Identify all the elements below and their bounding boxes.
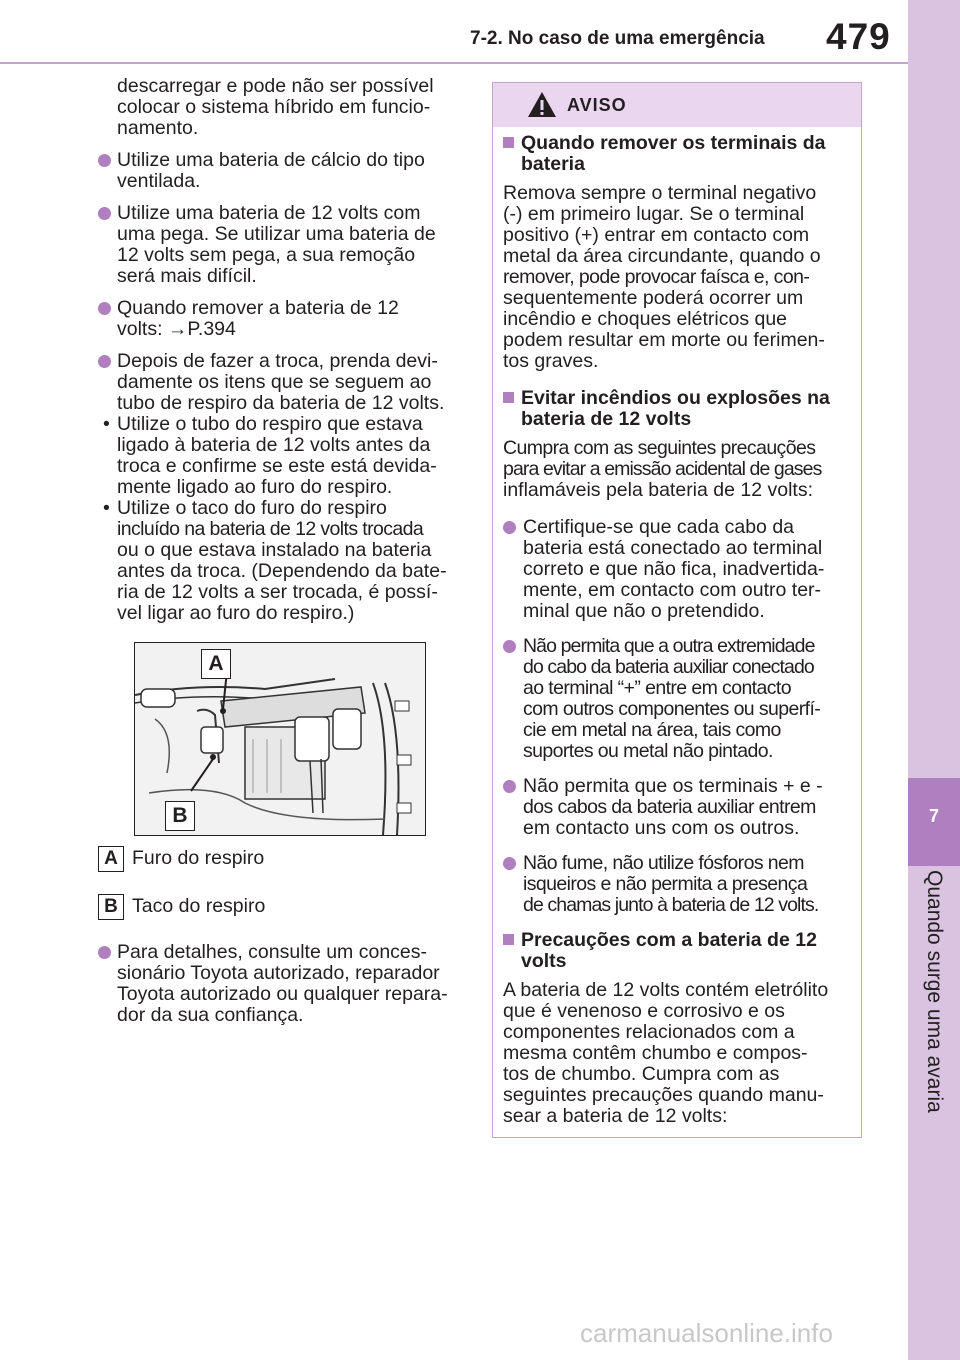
- text-line: para evitar a emissão acidental de gases: [503, 458, 822, 480]
- text-line: bateria de 12 volts: [521, 408, 692, 430]
- text-line: Não permita que a outra extremidade: [523, 635, 815, 657]
- chapter-side-tab: [908, 0, 960, 1360]
- bullet-dot-icon: [98, 355, 111, 368]
- text-line: damente os itens que se seguem ao: [117, 371, 432, 393]
- text-line: Quando remover os terminais da: [521, 132, 826, 154]
- text-line: troca e confirme se este está devida-: [117, 455, 437, 477]
- text-line: Não permita que os terminais + e -: [523, 775, 823, 797]
- chapter-title: Quando surge uma avaria: [923, 870, 946, 1113]
- warning-paragraph: [503, 438, 849, 501]
- text-line: tos de chumbo. Cumpra com as: [503, 1063, 780, 1085]
- text-line: Toyota autorizado ou qualquer repara-: [117, 983, 448, 1005]
- bullet-dot-icon: [503, 857, 516, 870]
- warning-heading: [503, 133, 849, 175]
- legend-text-b: Taco do respiro: [132, 895, 266, 917]
- text-line: ligado à bateria de 12 volts antes da: [117, 434, 431, 456]
- text-line: inflamáveis pela bateria de 12 volts:: [503, 479, 814, 501]
- small-bullet-icon: •: [103, 413, 110, 435]
- text-line: Utilize o tubo do respiro que estava: [117, 413, 423, 435]
- section-title: 7-2. No caso de uma emergência: [470, 28, 765, 49]
- intro-paragraph: [98, 76, 470, 139]
- text-line: ventilada.: [117, 170, 201, 192]
- text-line: Evitar incêndios ou explosões na: [521, 387, 830, 409]
- text-line: Quando remover a bateria de 12: [117, 297, 399, 319]
- text-line: vel ligar ao furo do respiro.): [117, 602, 355, 624]
- list-item: [98, 150, 470, 192]
- legend-key-a: A: [98, 846, 124, 872]
- warning-title: AVISO: [567, 95, 627, 115]
- bullet-dot-icon: [98, 302, 111, 315]
- list-item: [503, 517, 849, 622]
- warning-box: [492, 82, 862, 1138]
- text-line: sear a bateria de 12 volts:: [503, 1105, 728, 1127]
- text-line: em contacto uns com os outros.: [523, 817, 800, 839]
- text-line: tos graves.: [503, 350, 599, 372]
- legend-key-b: B: [98, 894, 124, 920]
- legend-item-b: [98, 894, 470, 922]
- text-line: Cumpra com as seguintes precauções: [503, 437, 816, 459]
- bullet-dot-icon: [98, 946, 111, 959]
- page-reference-link[interactable]: volts: →P.394: [117, 318, 236, 340]
- watermark: carmanualsonline.info: [580, 1318, 833, 1348]
- text-line: incluído na bateria de 12 volts trocada: [117, 518, 424, 540]
- text-line: que é venenoso e corrosivo e os: [503, 1000, 785, 1022]
- page-number: 479: [826, 16, 891, 57]
- square-bullet-icon: [503, 137, 514, 148]
- text-line: do cabo da bateria auxiliar conectado: [523, 656, 814, 678]
- text-line: Precauções com a bateria de 12: [521, 929, 817, 951]
- text-line: Certifique-se que cada cabo da: [523, 516, 795, 538]
- text-line: Para detalhes, consulte um conces-: [117, 941, 428, 963]
- text-line: seguintes precauções quando manu-: [503, 1084, 824, 1106]
- warning-body: [493, 127, 861, 1127]
- text-line: volts: [521, 950, 567, 972]
- text-line: minal que não o pretendido.: [523, 600, 765, 622]
- text-line: suportes ou metal não pintado.: [523, 740, 773, 762]
- warning-paragraph: [503, 183, 849, 372]
- text-line: colocar o sistema híbrido em funcio-: [117, 96, 431, 118]
- warning-paragraph: [503, 980, 849, 1127]
- list-item: [98, 203, 470, 287]
- text-line: Remova sempre o terminal negativo: [503, 182, 817, 204]
- text-line: uma pega. Se utilizar uma bateria de: [117, 223, 436, 245]
- text-line: antes da troca. (Dependendo da bate-: [117, 560, 447, 582]
- text-line: Não fume, não utilize fósforos nem: [523, 852, 804, 874]
- figure-label-a: A: [201, 649, 231, 679]
- text-line: cie em metal na área, tais como: [523, 719, 781, 741]
- text-line: bateria: [521, 153, 585, 175]
- text-line: mente, em contacto com outro ter-: [523, 579, 822, 601]
- warning-heading: [503, 930, 849, 972]
- text-line: Utilize o taco do furo do respiro: [117, 497, 387, 519]
- bullet-dot-icon: [503, 780, 516, 793]
- text-line: positivo (+) entrar em contacto com: [503, 224, 810, 246]
- text-line: 12 volts sem pega, a sua remoção: [117, 244, 416, 266]
- warning-header: [493, 83, 861, 127]
- text-line: metal da área circundante, quando o: [503, 245, 821, 267]
- text-line: Depois de fazer a troca, prenda devi-: [117, 350, 438, 372]
- text-line: namento.: [117, 117, 199, 139]
- text-line: remover, pode provocar faísca e, con-: [503, 266, 810, 288]
- list-item: [98, 298, 470, 340]
- bullet-dot-icon: [98, 154, 111, 167]
- chapter-title-wrap: [908, 870, 960, 1150]
- header-divider: [0, 62, 908, 64]
- text-line: A bateria de 12 volts contém eletrólito: [503, 979, 829, 1001]
- text-line: ou o que estava instalado na bateria: [117, 539, 432, 561]
- text-line: bateria está conectado ao terminal: [523, 537, 823, 559]
- bullet-dot-icon: [503, 521, 516, 534]
- list-item: [98, 351, 470, 414]
- text-line: dor da sua confiança.: [117, 1004, 304, 1026]
- warning-triangle-icon: [527, 91, 557, 118]
- square-bullet-icon: [503, 934, 514, 945]
- text-line: será mais difícil.: [117, 265, 257, 287]
- warning-heading: [503, 388, 849, 430]
- bullet-dot-icon: [503, 640, 516, 653]
- text-line: podem resultar em morte ou ferimen-: [503, 329, 825, 351]
- text-line: Utilize uma bateria de cálcio do tipo: [117, 149, 425, 171]
- chapter-number: 7: [928, 806, 939, 826]
- text-line: ria de 12 volts a ser trocada, é possí-: [117, 581, 438, 603]
- text-line: mesma contêm chumbo e compos-: [503, 1042, 808, 1064]
- left-column: [98, 76, 470, 1037]
- text-line: sionário Toyota autorizado, reparador: [117, 962, 440, 984]
- text-line: dos cabos da bateria auxiliar entrem: [523, 796, 816, 818]
- legend-item-a: [98, 846, 470, 874]
- text-line: tubo de respiro da bateria de 12 volts.: [117, 392, 445, 414]
- text-line: correto e que não fica, inadvertida-: [523, 558, 825, 580]
- list-item: [503, 636, 849, 762]
- small-bullet-icon: •: [103, 497, 110, 519]
- figure-label-b: B: [165, 801, 195, 831]
- text-line: incêndio e choques elétricos que: [503, 308, 788, 330]
- list-item: [98, 942, 470, 1026]
- text-line: sequentemente poderá ocorrer um: [503, 287, 804, 309]
- text-line: componentes relacionados com a: [503, 1021, 795, 1043]
- sub-list-item: [98, 414, 470, 498]
- text-line: isqueiros e não permita a presença: [523, 873, 808, 895]
- list-item: [503, 776, 849, 839]
- text-line: ao terminal “+” entre em contacto: [523, 677, 791, 699]
- text-line: de chamas junto à bateria de 12 volts.: [523, 894, 819, 916]
- text-line: descarregar e pode não ser possível: [117, 75, 434, 97]
- text-line: mente ligado ao furo do respiro.: [117, 476, 393, 498]
- sub-list-item: [98, 498, 470, 624]
- square-bullet-icon: [503, 392, 514, 403]
- bullet-dot-icon: [98, 207, 111, 220]
- list-item: [503, 853, 849, 916]
- text-line: com outros componentes ou superfí-: [523, 698, 821, 720]
- legend-text-a: Furo do respiro: [132, 847, 265, 869]
- battery-vent-figure: [134, 642, 426, 836]
- text-line: (-) em primeiro lugar. Se o terminal: [503, 203, 805, 225]
- text-line: Utilize uma bateria de 12 volts com: [117, 202, 421, 224]
